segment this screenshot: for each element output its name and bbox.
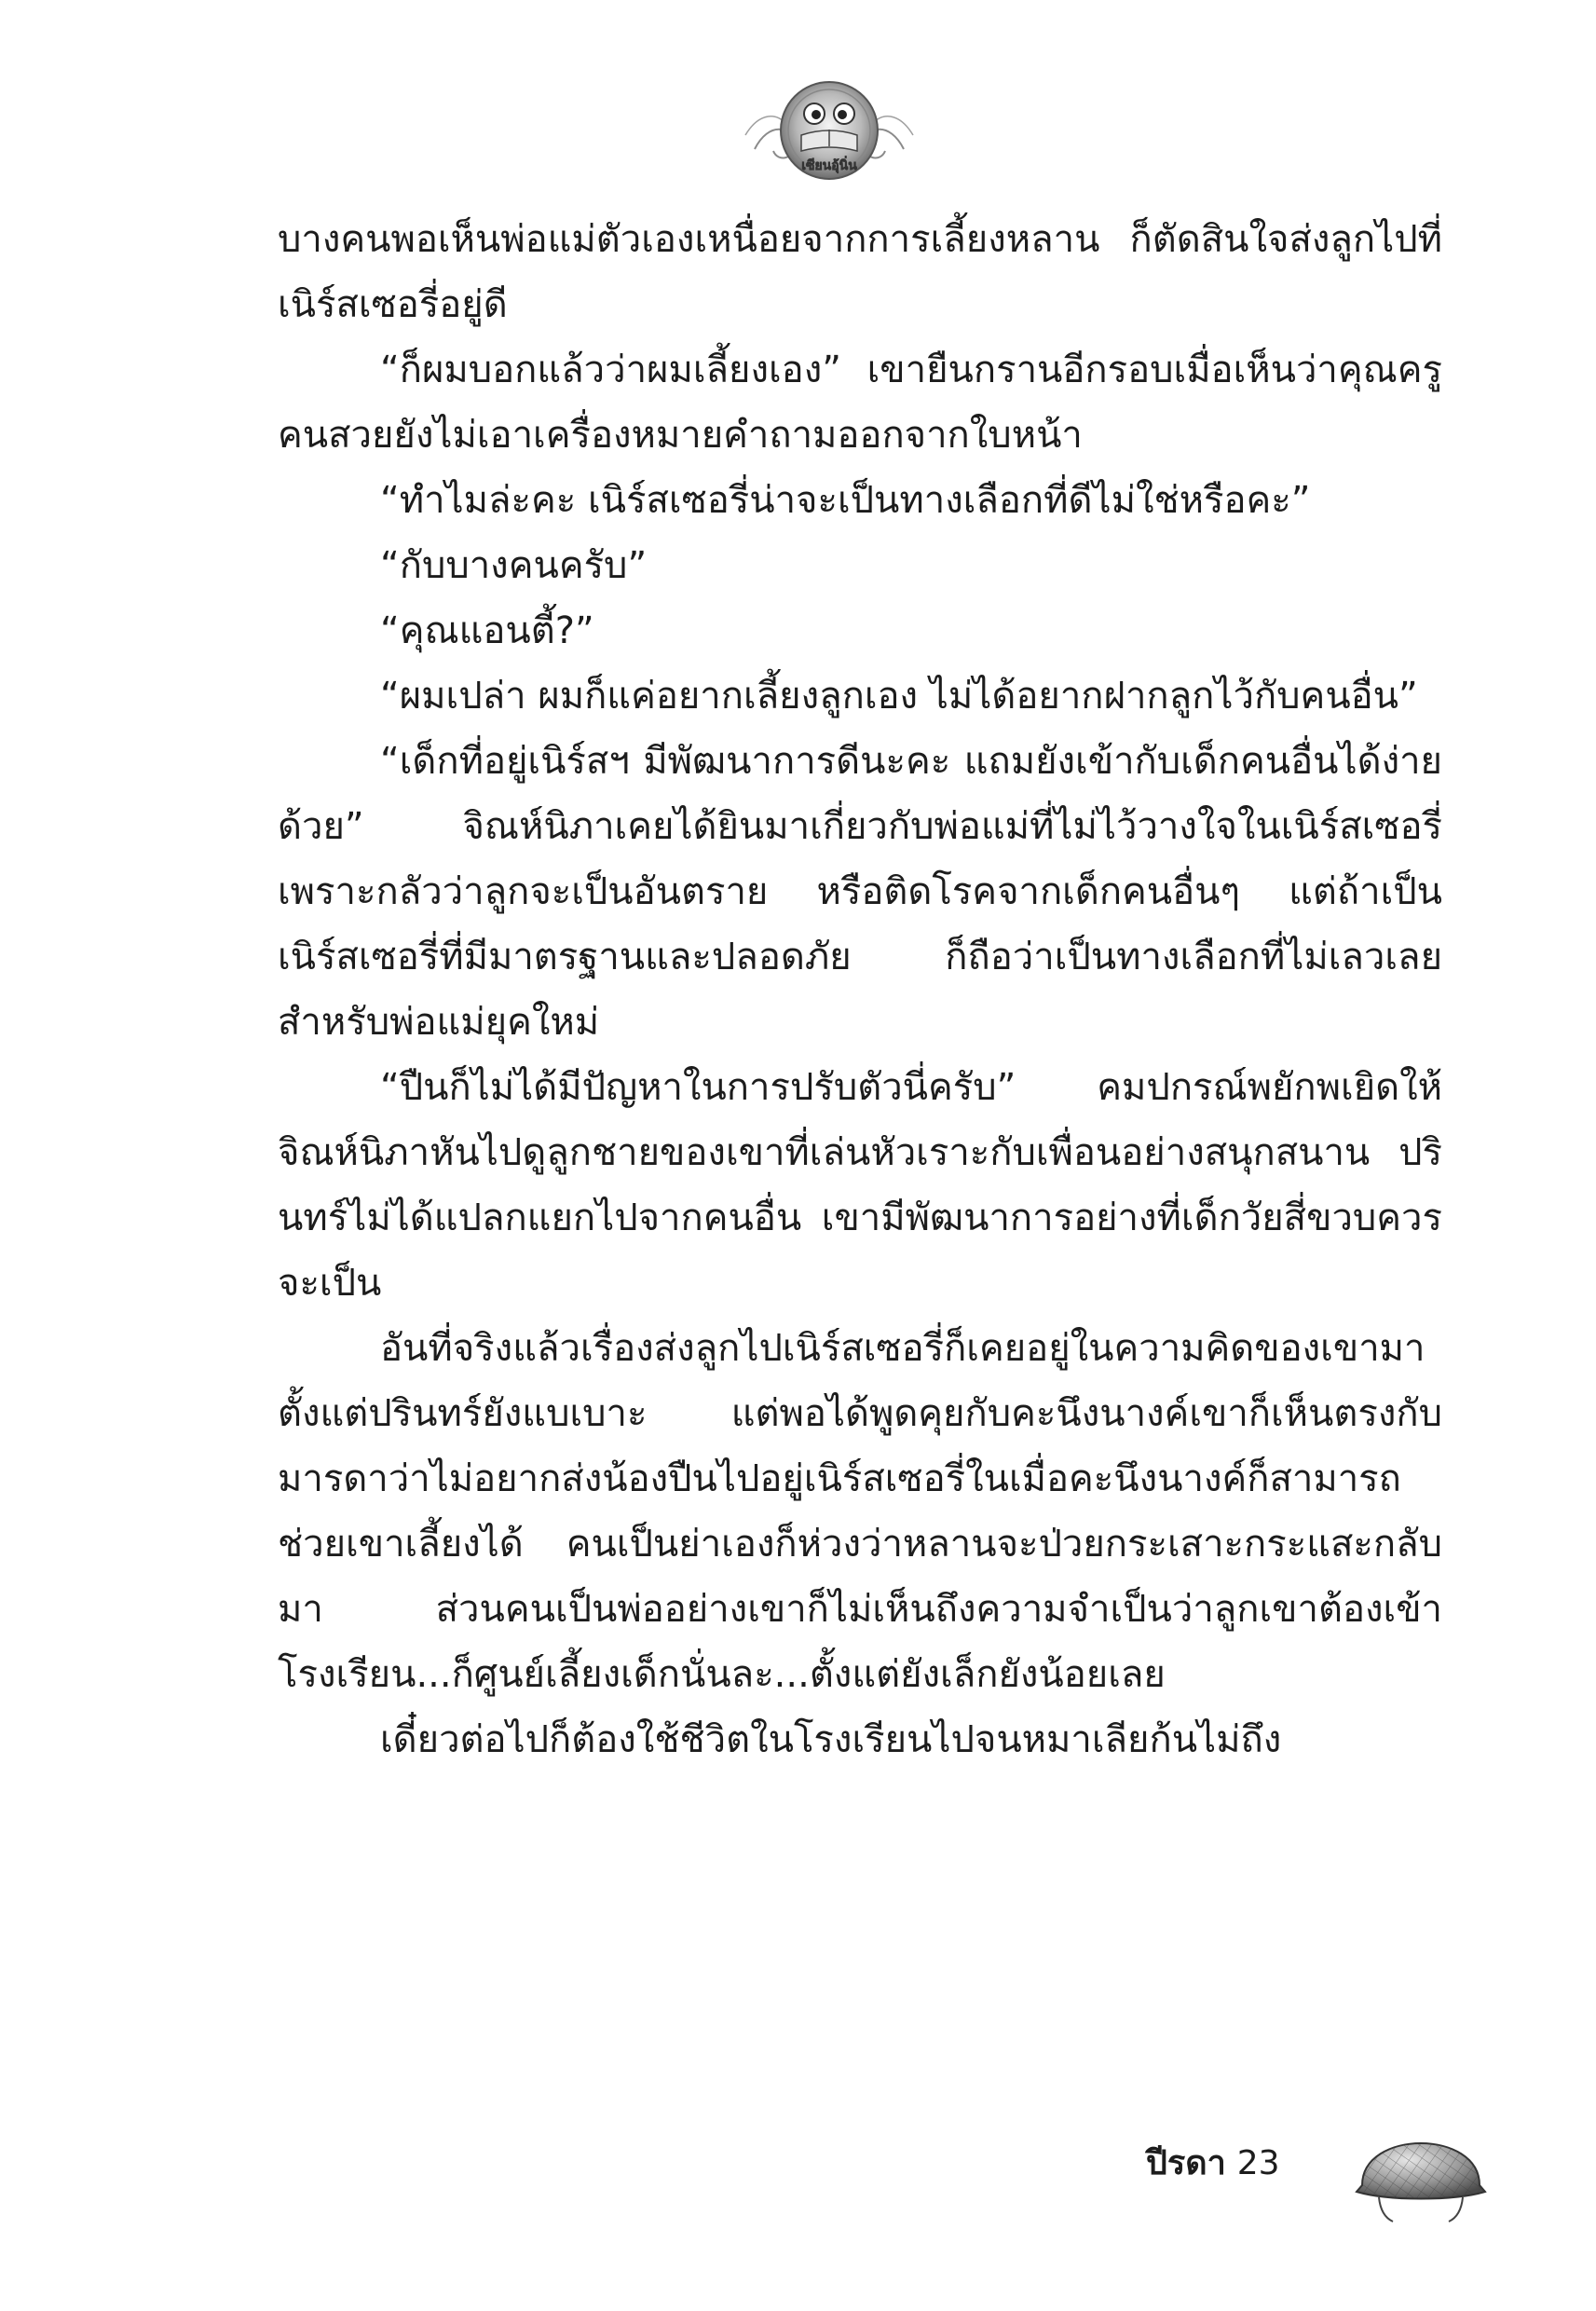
paragraph: อันที่จริงแล้วเรื่องส่งลูกไปเนิร์สเซอรี่ก็เคยอยู่ในความคิดของเขามาตั้งแต่ปรินทร์ยังแบเบาะ แต่พอได้พูดคุยกับคะนึงนางค์เขาก็เห็นตรงกับมารดาว่าไม่อยากส่งน้องปืนไปอยู่เนิร์สเซอรี่ในเมื่อคะนึงนางค์ก็สามารถช่วยเขาเลี้ยงได้ คนเป็นย่าเองก็ห่วงว่าหลานจะป่วยกระเสาะกระแสะกลับมา ส่วนคนเป็นพ่ออย่างเขาก็ไม่เห็นถึงความจำเป็นว่าลูกเขาต้องเข้าโรงเรียน...ก็ศูนย์เลี้ยงเด็กนั่นละ...ตั้งแต่ยังเล็กยังน้อยเลย (278, 1327, 1442, 1696)
page-footer (1146, 2097, 1500, 2246)
paragraph: “ก็ผมบอกแล้วว่าผมเลี้ยงเอง” เขายืนกรานอีกรอบเมื่อเห็นว่าคุณครูคนสวยยังไม่เอาเครื่องหมายคำถามออกจากใบหน้า (278, 349, 1442, 457)
author-name: ปีรดา (1146, 2144, 1226, 2182)
ornament-icon (736, 47, 922, 196)
paragraph: “ผมเปล่า ผมก็แค่อยากเลี้ยงลูกเอง ไม่ได้อยากฝากลูกไว้กับคนอื่น” (380, 675, 1418, 718)
footer-label (1146, 2136, 1280, 2189)
publisher-logo (736, 47, 922, 196)
body-text (278, 207, 1442, 1772)
helmet-icon (1351, 2097, 1491, 2227)
paragraph: “กับบางคนครับ” (380, 544, 648, 587)
paragraph: “คุณแอนตี้?” (380, 609, 594, 652)
page-number: 23 (1236, 2144, 1280, 2182)
paragraph: เดี๋ยวต่อไปก็ต้องใช้ชีวิตในโรงเรียนไปจนหมาเลียก้นไม่ถึง (380, 1718, 1282, 1761)
paragraph: “ทำไมล่ะคะ เนิร์สเซอรี่น่าจะเป็นทางเลือกที่ดีไม่ใช่หรือคะ” (380, 479, 1311, 522)
paragraph: บางคนพอเห็นพ่อแม่ตัวเองเหนื่อยจากการเลี้ยงหลาน ก็ตัดสินใจส่งลูกไปที่เนิร์สเซอรี่อยู่ดี (278, 218, 1442, 326)
paragraph: “เด็กที่อยู่เนิร์สฯ มีพัฒนาการดีนะคะ แถมยังเข้ากับเด็กคนอื่นได้ง่ายด้วย” จิณห์นิภาเคยได้ยินมาเกี่ยวกับพ่อแม่ที่ไม่ไว้วางใจในเนิร์สเซอรี่ เพราะกลัวว่าลูกจะเป็นอันตราย หรือติดโรคจากเด็กคนอื่นๆ แต่ถ้าเป็นเนิร์สเซอรี่ที่มีมาตรฐานและปลอดภัย ก็ถือว่าเป็นทางเลือกที่ไม่เลวเลยสำหรับพ่อแม่ยุคใหม่ (278, 740, 1442, 1044)
paragraph: “ปืนก็ไม่ได้มีปัญหาในการปรับตัวนี่ครับ” คมปกรณ์พยักพเยิดให้จิณห์นิภาหันไปดูลูกชายของเขาที่เล่นหัวเราะกับเพื่อนอย่างสนุกสนาน ปรินทร์ไม่ได้แปลกแยกไปจากคนอื่น เขามีพัฒนาการอย่างที่เด็กวัยสี่ขวบควรจะเป็น (278, 1066, 1442, 1305)
logo-text: เซียนอุ้นิ่น (801, 158, 857, 173)
